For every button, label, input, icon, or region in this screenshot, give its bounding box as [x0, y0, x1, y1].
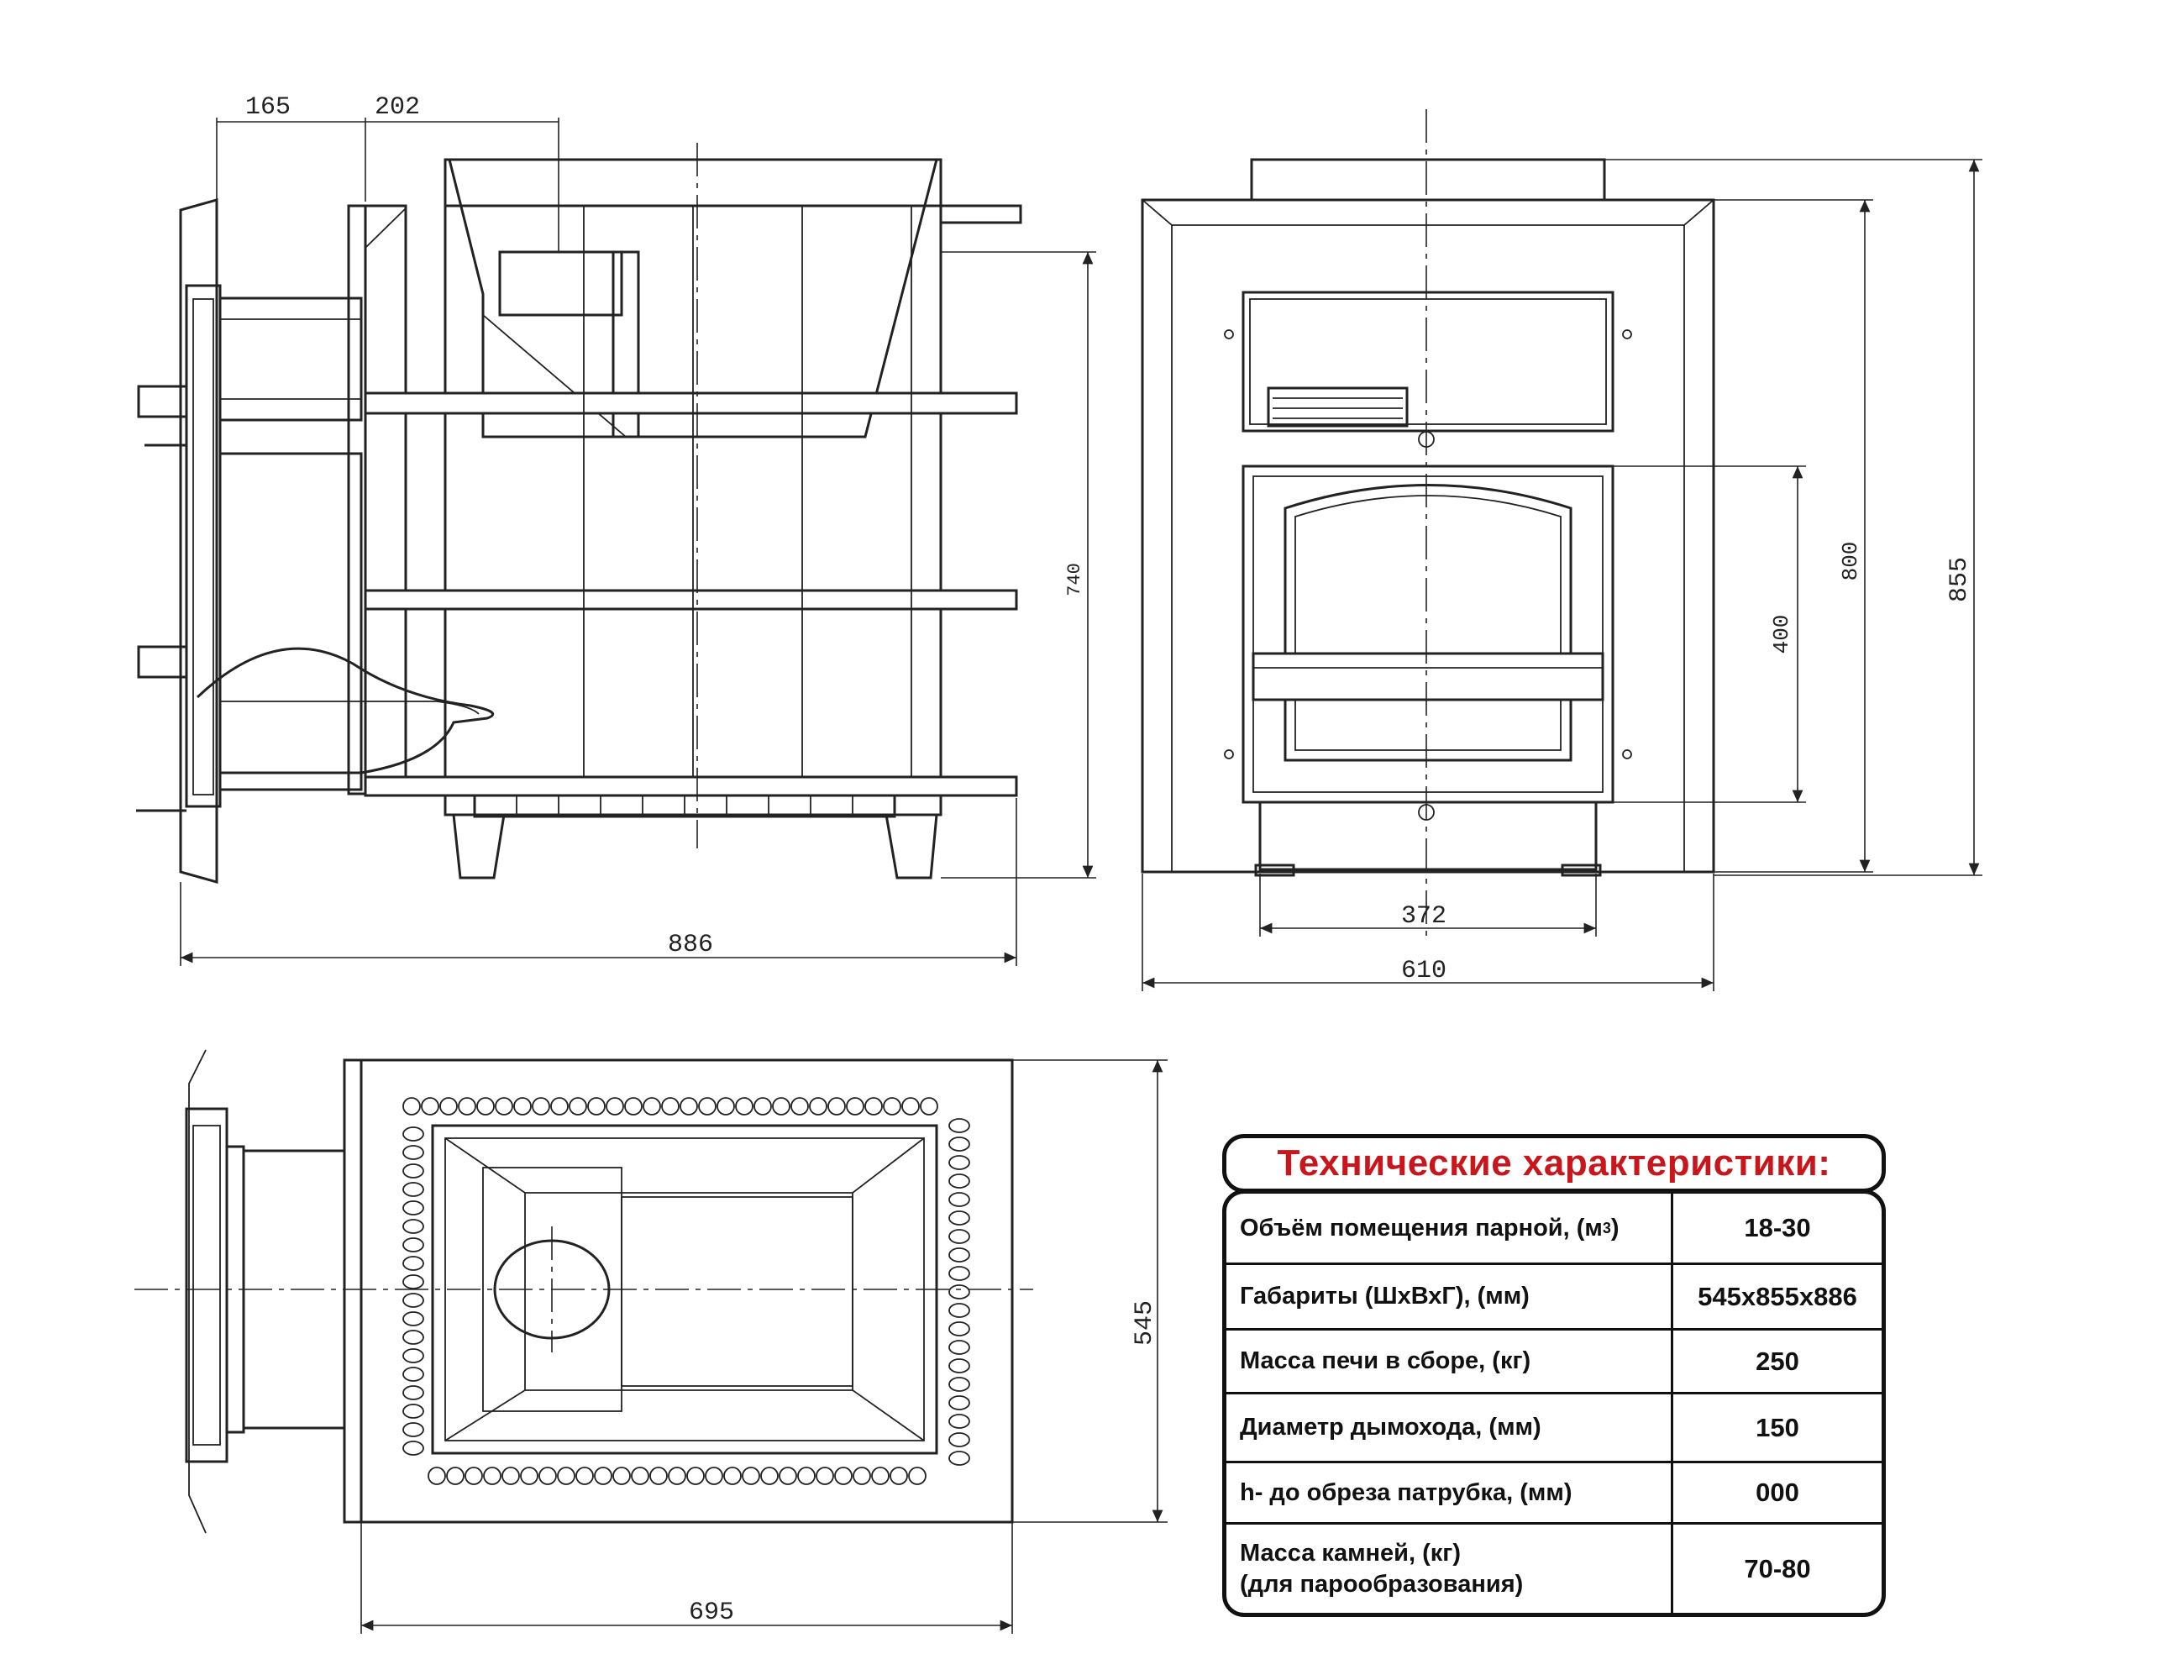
dim-610: 610	[1401, 957, 1447, 985]
spec-value: 000	[1756, 1478, 1799, 1507]
side-view	[136, 93, 1096, 966]
spec-value: 150	[1756, 1412, 1799, 1442]
spec-param-sup: 3	[1602, 1219, 1611, 1236]
spec-param: h- до обреза патрубка, (мм)	[1226, 1463, 1673, 1522]
dim-165: 165	[245, 93, 291, 122]
spec-param: Габариты (ШхВхГ), (мм)	[1226, 1265, 1673, 1328]
spec-param: Диаметр дымохода, (мм)	[1226, 1394, 1673, 1461]
dim-545: 545	[1131, 1299, 1159, 1347]
spec-value: 250	[1756, 1346, 1799, 1376]
spec-table	[1222, 1134, 1886, 1617]
dim-400: 400	[1769, 614, 1794, 654]
spec-param	[1226, 1525, 1673, 1613]
spec-value: 545x855x886	[1698, 1281, 1857, 1311]
spec-body	[1222, 1189, 1886, 1617]
top-view	[134, 1050, 1168, 1634]
spec-param: Масса печи в сборе, (кг)	[1226, 1331, 1673, 1392]
spec-title-frame	[1222, 1134, 1886, 1193]
spec-row	[1226, 1522, 1882, 1613]
spec-value: 70-80	[1744, 1553, 1811, 1583]
stone-column-left	[403, 1127, 423, 1455]
dim-202: 202	[375, 93, 421, 122]
dim-740: 740	[1064, 563, 1085, 596]
front-view	[1142, 109, 1982, 991]
spec-row	[1226, 1328, 1882, 1392]
spec-row	[1226, 1461, 1882, 1522]
spec-param-line1: Масса камней, (кг)	[1240, 1540, 1462, 1567]
stone-row-top	[403, 1098, 937, 1115]
spec-title: Технические характеристики:	[1277, 1142, 1831, 1184]
dim-695: 695	[689, 1599, 735, 1627]
stone-row-bottom	[428, 1467, 926, 1484]
dim-886: 886	[668, 931, 714, 959]
spec-param-tail: )	[1610, 1214, 1620, 1242]
spec-value: 18-30	[1744, 1213, 1811, 1242]
spec-row	[1226, 1263, 1882, 1328]
spec-param-text: Объём помещения парной, (м	[1240, 1214, 1603, 1242]
dim-855: 855	[1945, 556, 1974, 603]
spec-param-line2: (для парообразования)	[1240, 1570, 1524, 1598]
stone-column-right	[949, 1119, 969, 1465]
spec-row	[1226, 1392, 1882, 1461]
dim-372: 372	[1401, 902, 1447, 931]
spec-row	[1226, 1194, 1882, 1263]
spec-param	[1226, 1194, 1673, 1263]
dim-800: 800	[1838, 541, 1863, 581]
